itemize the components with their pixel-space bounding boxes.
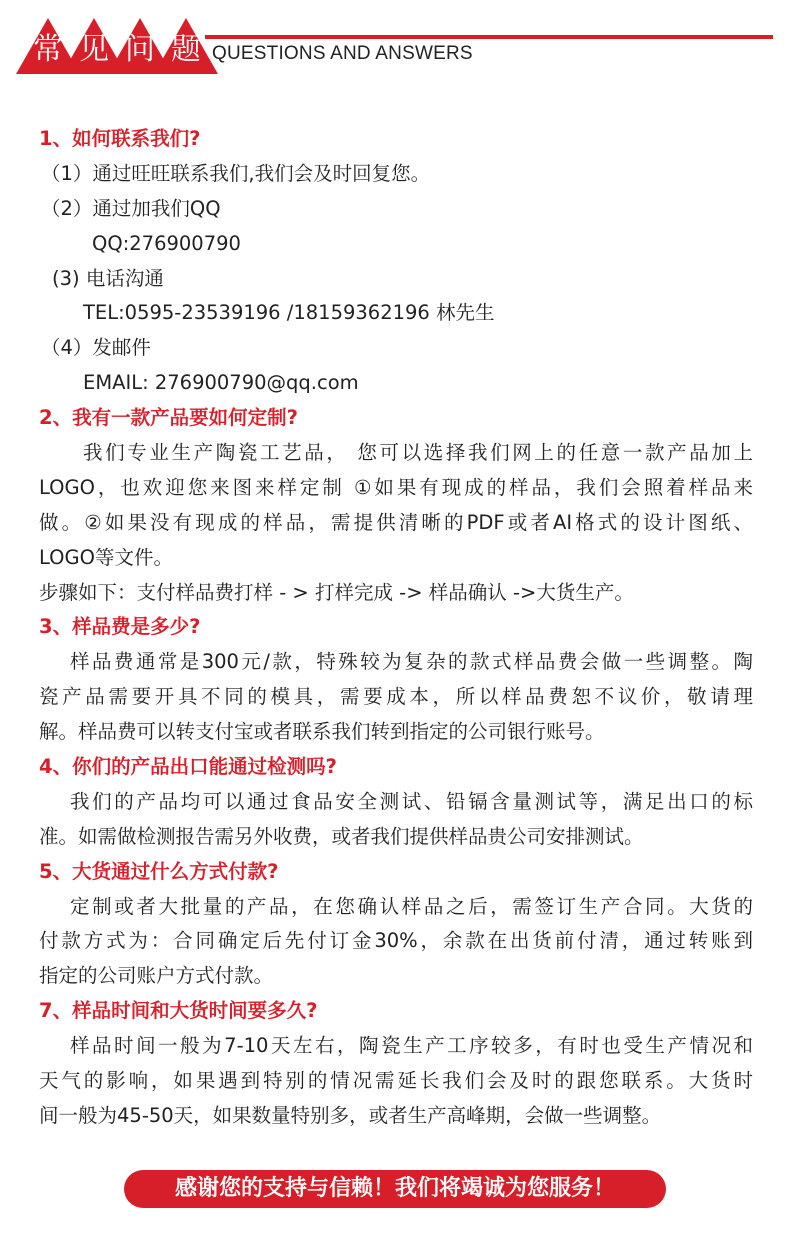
faq-answer-line: （2）通过加我们QQ xyxy=(41,196,221,220)
title-char: 见 xyxy=(79,32,109,67)
faq-answer-line: 做。②如果没有现成的样品，需提供清晰的PDF或者AI格式的设计图纸、 xyxy=(39,510,753,534)
faq-header xyxy=(0,0,790,100)
faq-content xyxy=(39,122,753,1134)
faq-answer-line: 瓷产品需要开具不同的模具，需要成本，所以样品费恕不议价，敬请理 xyxy=(39,685,753,709)
faq-answer-line: LOGO等文件。 xyxy=(39,545,173,569)
faq-answer-line: 我们的产品均可以通过食品安全测试、铅镉含量测试等，满足出口的标 xyxy=(70,789,753,813)
faq-question: 3、样品费是多少? xyxy=(39,615,201,639)
title-char: 问 xyxy=(125,32,155,67)
faq-question: 4、你们的产品出口能通过检测吗? xyxy=(39,755,337,779)
faq-question: 1、如何联系我们? xyxy=(39,127,201,150)
faq-answer-line: 解。样品费可以转支付宝或者联系我们转到指定的公司银行账号。 xyxy=(39,720,605,744)
faq-answer-line: LOGO，也欢迎您来图来样定制 ①如果有现成的样品，我们会照着样品来 xyxy=(39,475,753,499)
faq-answer-line: （4）发邮件 xyxy=(41,336,151,360)
faq-answer-line: 间一般为45-50天，如果数量特别多，或者生产高峰期，会做一些调整。 xyxy=(39,1103,662,1127)
title-char: 题 xyxy=(171,32,201,67)
faq-answer-line: EMAIL: 276900790@qq.com xyxy=(83,371,359,395)
faq-answer-line: 天气的影响，如果遇到特别的情况需延长我们会及时的跟您联系。大货时 xyxy=(39,1069,753,1093)
faq-answer-line: TEL:0595-23539196 /18159362196 林先生 xyxy=(83,301,495,325)
faq-answer-line: （1）通过旺旺联系我们,我们会及时回复您。 xyxy=(41,161,431,185)
faq-answer-line: 付款方式为：合同确定后先付订金30%，余款在出货前付清，通过转账到 xyxy=(39,929,753,953)
faq-question: 2、我有一款产品要如何定制? xyxy=(39,406,298,430)
faq-question: 5、大货通过什么方式付款? xyxy=(39,859,279,883)
faq-question: 7、样品时间和大货时间要多久? xyxy=(39,999,318,1023)
faq-answer-line: 样品费通常是300元/款，特殊较为复杂的款式样品费会做一些调整。陶 xyxy=(70,650,753,674)
title-triangle xyxy=(154,18,218,74)
title-char: 常 xyxy=(33,32,63,67)
faq-answer-line: (3) 电话沟通 xyxy=(52,266,164,290)
faq-answer-line: 定制或者大批量的产品，在您确认样品之后，需签订生产合同。大货的 xyxy=(70,894,753,918)
banner-text: 感谢您的支持与信赖！我们将竭诚为您服务！ xyxy=(174,1176,615,1201)
faq-answer-line: 步骤如下：支付样品费打样 - > 打样完成 -> 样品确认 ->大货生产。 xyxy=(39,580,634,604)
header-subtitle: QUESTIONS AND ANSWERS xyxy=(212,43,473,64)
faq-answer-line: 我们专业生产陶瓷工艺品， 您可以选择我们网上的任意一款产品加上 xyxy=(83,441,753,465)
faq-answer-line: 样品时间一般为7-10天左右，陶瓷生产工序较多，有时也受生产情况和 xyxy=(70,1034,753,1058)
faq-answer-line: QQ:276900790 xyxy=(92,231,241,255)
header-divider xyxy=(205,35,773,39)
faq-answer-line: 准。如需做检测报告需另外收费，或者我们提供样品贵公司安排测试。 xyxy=(39,824,644,848)
faq-answer-line: 指定的公司账户方式付款。 xyxy=(39,964,274,988)
thanks-banner xyxy=(124,1170,666,1208)
